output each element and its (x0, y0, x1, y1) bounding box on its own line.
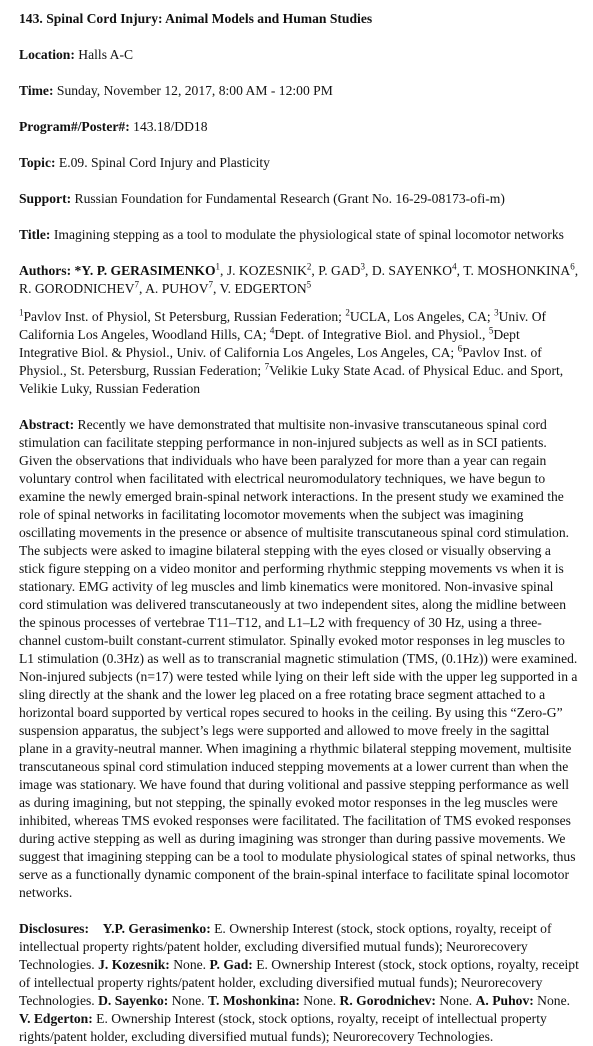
affiliation-number: 4 (269, 325, 275, 336)
disclosure-name: J. Kozesnik: (98, 957, 170, 972)
program-label: Program#/Poster#: (19, 119, 130, 134)
location-value: Halls A-C (78, 47, 134, 62)
affiliation-text: Dept. of Integrative Biol. and Physiol., (274, 327, 489, 342)
authors-list (19, 263, 578, 296)
author-separator: , (311, 263, 319, 278)
affiliation-text: UCLA, Los Angeles, CA; (349, 309, 495, 324)
affiliation-text: Pavlov Inst. of Physiol, St Petersburg, Russian Federation; (23, 309, 346, 324)
disclosures-field (19, 920, 579, 1046)
author-affiliation-number: 5 (306, 279, 312, 290)
disclosure-name: P. Gad: (209, 957, 253, 972)
time-label: Time: (19, 83, 54, 98)
disclosure-text: None. (435, 993, 476, 1008)
author-name: T. MOSHONKINA (463, 263, 571, 278)
support-label: Support: (19, 191, 72, 206)
disclosure-name: Y.P. Gerasimenko: (102, 921, 211, 936)
author-separator: , (456, 263, 464, 278)
author-affiliation-number: 1 (215, 261, 221, 272)
topic-label: Topic: (19, 155, 56, 170)
disclosure-text: E. Ownership Interest (stock, stock options, royalty, receipt of intellectual property rights/patent holder, excluding diversified mutual funds); Neurorecovery Technologies. (19, 1011, 547, 1044)
affiliation-text: Dept Integrative Biol. & Physiol., Univ. of California Los Angeles, Los Angeles, CA; (19, 327, 520, 360)
disclosure-name: A. Puhov: (475, 993, 534, 1008)
author-name: R. GORODNICHEV (19, 281, 135, 296)
affiliation-number: 7 (264, 361, 270, 372)
abstract-label: Abstract: (19, 417, 75, 432)
location-label: Location: (19, 47, 75, 62)
affiliation-text: Pavlov Inst. of Physiol., St. Petersburg, Russian Federation; (19, 345, 542, 378)
program-value: 143.18/DD18 (133, 119, 208, 134)
topic-value: E.09. Spinal Cord Injury and Plasticity (58, 155, 270, 170)
affiliation-text: Velikie Luky State Acad. of Physical Educ. and Sport, Velikie Luky, Russian Federation (19, 363, 564, 396)
location-field (19, 46, 579, 64)
abstract-field (19, 416, 579, 902)
disclosure-name: T. Moshonkina: (207, 993, 300, 1008)
time-field (19, 82, 579, 100)
disclosure-text: None. (169, 957, 210, 972)
author-name: V. EDGERTON (219, 281, 307, 296)
author-separator: , (139, 281, 146, 296)
author-separator: , (220, 263, 227, 278)
author-affiliation-number: 4 (452, 261, 457, 272)
affiliation-number: 2 (345, 307, 350, 318)
session-title: 143. Spinal Cord Injury: Animal Models and Human Studies (19, 11, 373, 26)
disclosure-text: E. Ownership Interest (stock, stock options, royalty, receipt of intellectual property rights/patent holder, excluding diversified mutual funds); Neurorecovery Technologies. (19, 921, 552, 972)
author-name: *Y. P. GERASIMENKO (74, 263, 216, 278)
topic-field (19, 154, 579, 172)
author-name: P. GAD (318, 263, 361, 278)
author-affiliation-number: 7 (134, 279, 140, 290)
support-field (19, 190, 579, 208)
author-separator: , (574, 263, 579, 278)
authors-label: Authors: (19, 263, 72, 278)
time-value: Sunday, November 12, 2017, 8:00 AM - 12:00 PM (56, 83, 333, 98)
author-affiliation-number: 2 (306, 261, 312, 272)
author-affiliation-number: 3 (360, 261, 366, 272)
disclosure-name: V. Edgerton: (19, 1011, 93, 1026)
title-field (19, 226, 579, 244)
affiliation-number: 5 (488, 325, 494, 336)
disclosure-name: D. Sayenko: (98, 993, 169, 1008)
author-name: D. SAYENKO (371, 263, 453, 278)
affiliations (19, 308, 579, 398)
author-name: A. PUHOV (145, 281, 209, 296)
title-value: Imagining stepping as a tool to modulate the physiological state of spinal locomotor networks (53, 227, 564, 242)
affiliation-text: Univ. Of California Los Angeles, Woodland Hills, CA; (19, 309, 547, 342)
disclosure-text: None. (168, 993, 208, 1008)
affiliation-number: 1 (19, 307, 24, 318)
author-affiliation-number: 7 (208, 279, 214, 290)
disclosures-list (19, 921, 579, 1044)
support-value: Russian Foundation for Fundamental Research (Grant No. 16-29-08173-ofi-m) (74, 191, 505, 206)
disclosures-label: Disclosures: (19, 921, 89, 936)
author-separator: , (365, 263, 372, 278)
abstract-text: Recently we have demonstrated that multisite non-invasive transcutaneous spinal cord stimulation can facilitate stepping performance in non-injured subjects as well as in SCI patients. Given the observations that individuals who have been paralyzed for more than a year can regain voluntary control when facilitated with electrical neuromodulatory techniques, we have begun to examine the newly emerged brain-spinal network interactions. In the present study we examined the role of spinal networks in facilitating locomotor movements when the subject was imagining oscillating movements in the presence or absence of multisite transcutaneous spinal cord stimulation. The subjects were asked to imagine bilateral stepping with the eyes closed or visually observing a stick figure stepping on a video monitor and performing rhythmic stepping movements vs when it is stationary. EMG activity of leg muscles and limb kinematics were monitored. Non-invasive spinal cord stimulation was delivered transcutaneously at two independent sites, along the midline between the spinous processes of vertebrae T11–T12, and L1–L2 with frequency of 30 Hz, using a three-channel custom-built constant-current stimulator. Spinally evoked motor responses in leg muscles to L1 stimulation (0.3Hz) as well as to transcranial magnetic stimulation (TMS, (0.1Hz)) were examined. Non-injured subjects (n=17) were tested while lying on their left side with the upper leg supported in a sling directly at the shank and the lower leg placed on a free rotating brace segment attached to a horizontal board supported by vertical ropes secured to hooks in the ceiling. By using this “Zero-G” suspension apparatus, the subject’s legs were supported and allowed to move freely in the sagittal plane in a gravity-neutral manner. When imagining a rhythmic bilateral stepping movement, multisite transcutaneous spinal cord stimulation induced stepping movements at a lower current than when the image was stationary. We have found that during volitional and passive stepping performance as well as during imagining, but not stepping, the spinally evoked motor responses in the leg muscles were inhibited, whereas TMS evoked responses were facilitated. The facilitation of TMS evoked responses during active stepping as well as during imagining was stronger than during passive movements. We suggest that imagining stepping can be a tool to modulate physiological states of spinal networks, thus serve as a functionally dynamic component of the brain-spinal interface to facilitate spinal locomotor networks. (19, 417, 578, 900)
disclosure-text: None. (299, 993, 340, 1008)
program-field (19, 118, 579, 136)
disclosure-text: None. (533, 993, 571, 1008)
disclosure-name: R. Gorodnichev: (339, 993, 436, 1008)
author-affiliation-number: 6 (570, 261, 575, 272)
author-name: J. KOZESNIK (226, 263, 307, 278)
author-separator: , (213, 281, 220, 296)
affiliation-number: 6 (457, 343, 463, 354)
disclosure-text: E. Ownership Interest (stock, stock options, royalty, receipt of intellectual property rights/patent holder, excluding diversified mutual funds); Neurorecovery Technologies. (19, 957, 579, 1008)
affiliation-number: 3 (494, 307, 499, 318)
authors-field (19, 262, 579, 298)
title-label: Title: (19, 227, 51, 242)
